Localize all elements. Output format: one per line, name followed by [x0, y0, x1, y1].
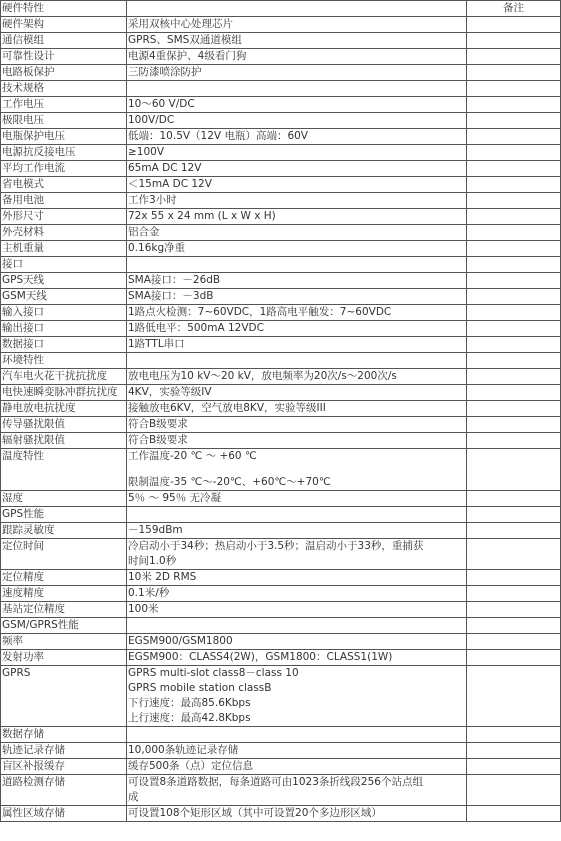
row-note: [467, 602, 561, 618]
row-value: ≥100V: [127, 145, 467, 161]
table-row: [1, 586, 561, 602]
row-note: [467, 618, 561, 634]
row-note: [467, 161, 561, 177]
row-note: [467, 449, 561, 491]
row-label: 汽车电火花干扰抗扰度: [1, 369, 127, 385]
row-value: 放电电压为10 kV～20 kV，放电频率为20次/s～200次/s: [127, 369, 467, 385]
table-row: [1, 353, 561, 369]
table-row: [1, 666, 561, 727]
row-label: 轨迹记录存储: [1, 743, 127, 759]
row-value: 1路TTL串口: [127, 337, 467, 353]
table-row: [1, 743, 561, 759]
row-note: [467, 507, 561, 523]
row-value: [127, 666, 467, 727]
table-row: [1, 209, 561, 225]
row-label: 发射功率: [1, 650, 127, 666]
row-label: GPS天线: [1, 273, 127, 289]
row-label: 输出接口: [1, 321, 127, 337]
row-value-line: GPRS mobile station classB: [128, 682, 272, 694]
row-label: 平均工作电流: [1, 161, 127, 177]
row-value-line: 可设置8条道路数据，每条道路可由1023条折线段256个站点组: [128, 776, 423, 788]
row-value: GPRS、SMS双通道模组: [127, 33, 467, 49]
table-row: [1, 806, 561, 822]
row-note: [467, 289, 561, 305]
row-value: SMA接口：－3dB: [127, 289, 467, 305]
row-note: [467, 273, 561, 289]
row-note: [467, 193, 561, 209]
row-note: [467, 806, 561, 822]
row-value-line: 下行速度：最高85.6Kbps: [128, 697, 251, 709]
row-label: 电快速瞬变脉冲群抗扰度: [1, 385, 127, 401]
row-note: [467, 727, 561, 743]
row-label: 省电模式: [1, 177, 127, 193]
row-value: [127, 507, 467, 523]
row-note: [467, 417, 561, 433]
row-label: 外形尺寸: [1, 209, 127, 225]
row-label: 可靠性设计: [1, 49, 127, 65]
row-label: 环境特性: [1, 353, 127, 369]
row-label: GSM/GPRS性能: [1, 618, 127, 634]
row-value: 5％ ～ 95％ 无冷凝: [127, 491, 467, 507]
row-note: [467, 570, 561, 586]
table-row: [1, 539, 561, 570]
row-value: [127, 775, 467, 806]
row-value: EGSM900：CLASS4(2W)，GSM1800：CLASS1(1W): [127, 650, 467, 666]
table-row: [1, 225, 561, 241]
row-note: [467, 759, 561, 775]
row-label: 备用电池: [1, 193, 127, 209]
row-value-line: 时间1.0秒: [128, 555, 177, 567]
row-note: [467, 113, 561, 129]
table-row: [1, 369, 561, 385]
row-value-line: 上行速度：最高42.8Kbps: [128, 712, 251, 724]
row-note: [467, 129, 561, 145]
row-value: 1路点火检测：7~60VDC，1路高电平触发：7~60VDC: [127, 305, 467, 321]
row-label: GPS性能: [1, 507, 127, 523]
row-value: 铝合金: [127, 225, 467, 241]
row-label: 盲区补报缓存: [1, 759, 127, 775]
table-row: [1, 523, 561, 539]
row-note: [467, 586, 561, 602]
table-row: [1, 81, 561, 97]
row-value: 工作3小时: [127, 193, 467, 209]
table-row: [1, 449, 561, 491]
row-label: 硬件架构: [1, 17, 127, 33]
row-label: 定位时间: [1, 539, 127, 570]
row-label: 电瓶保护电压: [1, 129, 127, 145]
row-label: 接口: [1, 257, 127, 273]
row-value: 100V/DC: [127, 113, 467, 129]
row-label: 速度精度: [1, 586, 127, 602]
row-note: [467, 241, 561, 257]
table-row: [1, 129, 561, 145]
row-note: [467, 17, 561, 33]
row-value: [127, 618, 467, 634]
row-value: [127, 449, 467, 491]
row-note: [467, 369, 561, 385]
row-value-line: GPRS multi-slot class8－class 10: [128, 667, 299, 679]
row-label: 技术规格: [1, 81, 127, 97]
row-value: 低端：10.5V（12V 电瓶）高端：60V: [127, 129, 467, 145]
row-value-line: 冷启动小于34秒；热启动小于3.5秒；温启动小于33秒，重捕获: [128, 540, 424, 552]
row-label: 数据接口: [1, 337, 127, 353]
table-row: [1, 337, 561, 353]
table-row: [1, 177, 561, 193]
row-note: [467, 209, 561, 225]
row-note: [467, 225, 561, 241]
table-row: [1, 145, 561, 161]
row-value: 符合B级要求: [127, 417, 467, 433]
row-value: SMA接口：－26dB: [127, 273, 467, 289]
row-note: [467, 177, 561, 193]
table-row: [1, 602, 561, 618]
row-value-line: 成: [128, 791, 139, 803]
row-value: 100米: [127, 602, 467, 618]
table-row: [1, 385, 561, 401]
row-label: 基站定位精度: [1, 602, 127, 618]
row-value-line: 限制温度-35 ℃～-20℃、+60℃～+70℃: [128, 476, 331, 488]
row-label: 湿度: [1, 491, 127, 507]
table-row: [1, 241, 561, 257]
row-note: [467, 33, 561, 49]
table-row: [1, 491, 561, 507]
row-value: 1路低电平：500mA 12VDC: [127, 321, 467, 337]
row-value: 4KV，实验等级IV: [127, 385, 467, 401]
row-value: 符合B级要求: [127, 433, 467, 449]
row-label: 极限电压: [1, 113, 127, 129]
row-value: [127, 81, 467, 97]
row-note: [467, 523, 561, 539]
table-row: [1, 273, 561, 289]
table-row: [1, 193, 561, 209]
row-label: GPRS: [1, 666, 127, 727]
header-row: [1, 1, 561, 17]
table-row: [1, 417, 561, 433]
row-label: 电路板保护: [1, 65, 127, 81]
row-label: 辐射骚扰限值: [1, 433, 127, 449]
row-note: [467, 491, 561, 507]
table-row: [1, 634, 561, 650]
row-label: 通信模组: [1, 33, 127, 49]
row-label: 属性区域存储: [1, 806, 127, 822]
row-value: 0.16kg净重: [127, 241, 467, 257]
table-row: [1, 161, 561, 177]
table-row: [1, 650, 561, 666]
row-label: 主机重量: [1, 241, 127, 257]
row-label: 跟踪灵敏度: [1, 523, 127, 539]
row-value: 72x 55 x 24 mm (L x W x H): [127, 209, 467, 225]
row-note: [467, 433, 561, 449]
row-label: 传导骚扰限值: [1, 417, 127, 433]
row-value: [127, 727, 467, 743]
table-row: [1, 433, 561, 449]
table-row: [1, 321, 561, 337]
row-note: [467, 401, 561, 417]
row-value: [127, 257, 467, 273]
row-note: [467, 353, 561, 369]
row-value: 缓存500条（点）定位信息: [127, 759, 467, 775]
table-row: [1, 65, 561, 81]
row-value: 0.1米/秒: [127, 586, 467, 602]
table-row: [1, 33, 561, 49]
row-note: [467, 539, 561, 570]
row-label: 频率: [1, 634, 127, 650]
row-value: 10米 2D RMS: [127, 570, 467, 586]
row-value-line: 工作温度-20 ℃ ～ +60 ℃: [128, 450, 257, 462]
row-value: 10,000条轨迹记录存储: [127, 743, 467, 759]
row-value: ＜15mA DC 12V: [127, 177, 467, 193]
table-row: [1, 759, 561, 775]
table-row: [1, 401, 561, 417]
row-value: 65mA DC 12V: [127, 161, 467, 177]
row-note: [467, 775, 561, 806]
row-label: GSM天线: [1, 289, 127, 305]
row-value: 三防漆喷涂防护: [127, 65, 467, 81]
table-row: [1, 775, 561, 806]
row-note: [467, 666, 561, 727]
header-value: [127, 1, 467, 17]
row-label: 道路检测存储: [1, 775, 127, 806]
table-row: [1, 97, 561, 113]
row-label: 定位精度: [1, 570, 127, 586]
row-value: 10～60 V/DC: [127, 97, 467, 113]
table-row: [1, 618, 561, 634]
row-label: 静电放电抗扰度: [1, 401, 127, 417]
table-row: [1, 49, 561, 65]
table-row: [1, 507, 561, 523]
row-note: [467, 81, 561, 97]
row-label: 工作电压: [1, 97, 127, 113]
row-label: 外壳材料: [1, 225, 127, 241]
table-row: [1, 727, 561, 743]
row-note: [467, 257, 561, 273]
row-note: [467, 49, 561, 65]
table-row: [1, 113, 561, 129]
row-value: 电源4重保护、4级看门狗: [127, 49, 467, 65]
spec-table-body: [1, 1, 561, 822]
row-value: 接触放电6KV，空气放电8KV，实验等级III: [127, 401, 467, 417]
row-note: [467, 337, 561, 353]
row-note: [467, 743, 561, 759]
row-value: －159dBm: [127, 523, 467, 539]
row-value: [127, 539, 467, 570]
row-label: 数据存储: [1, 727, 127, 743]
table-row: [1, 305, 561, 321]
row-note: [467, 97, 561, 113]
table-row: [1, 289, 561, 305]
row-label: 电源抗反接电压: [1, 145, 127, 161]
table-row: [1, 17, 561, 33]
row-note: [467, 385, 561, 401]
row-note: [467, 145, 561, 161]
row-note: [467, 650, 561, 666]
row-note: [467, 305, 561, 321]
row-value: EGSM900/GSM1800: [127, 634, 467, 650]
row-note: [467, 321, 561, 337]
row-label: 输入接口: [1, 305, 127, 321]
row-label: 温度特性: [1, 449, 127, 491]
table-row: [1, 257, 561, 273]
row-value: [127, 353, 467, 369]
header-label: 硬件特性: [1, 1, 127, 17]
row-value: 可设置108个矩形区域（其中可设置20个多边形区域）: [127, 806, 467, 822]
table-row: [1, 570, 561, 586]
row-note: [467, 65, 561, 81]
header-note: 备注: [467, 1, 561, 17]
row-note: [467, 634, 561, 650]
row-value: 采用双核中心处理芯片: [127, 17, 467, 33]
